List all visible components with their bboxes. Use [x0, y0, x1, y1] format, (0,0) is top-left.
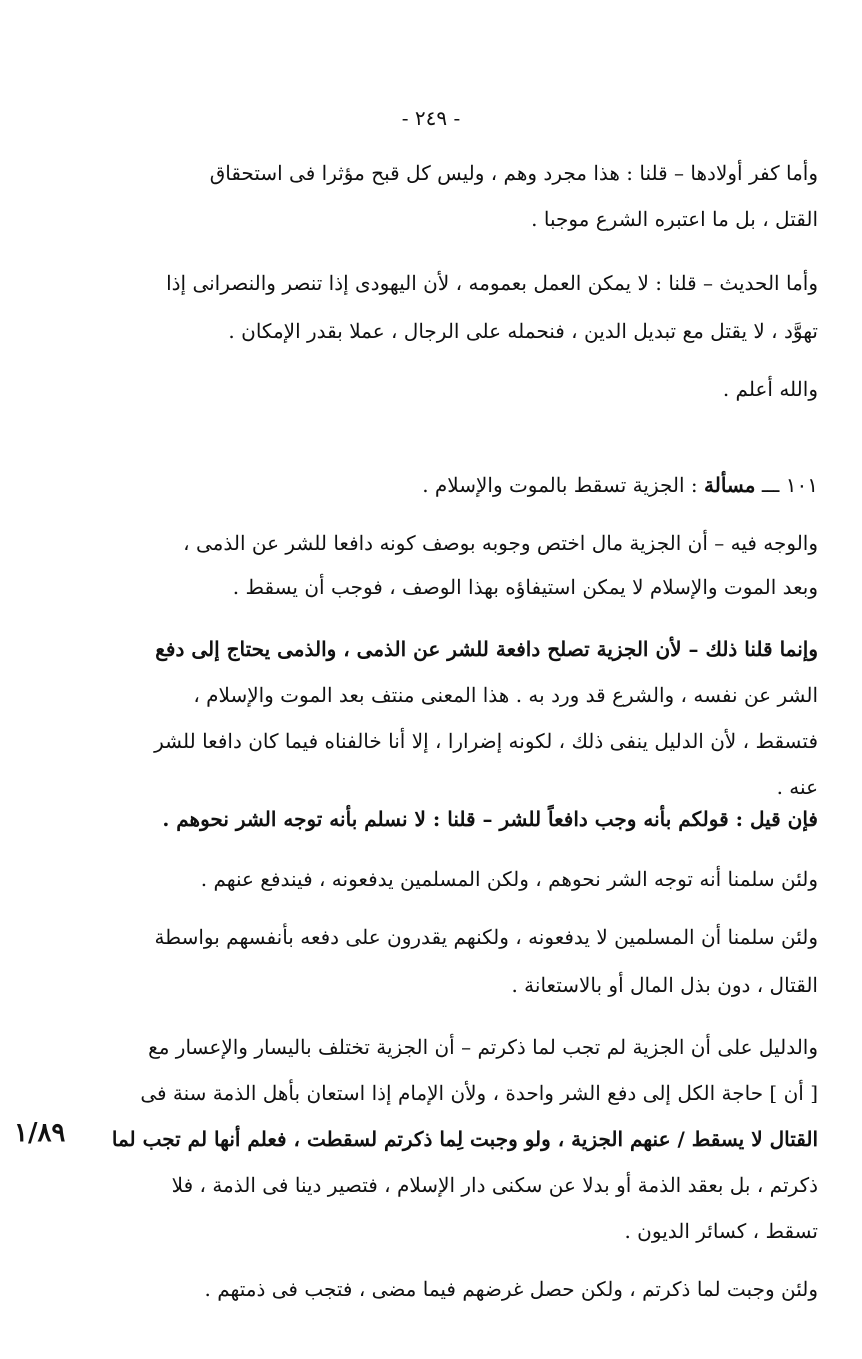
page-number: - ٢٤٩ -: [401, 106, 461, 130]
text-line: وبعد الموت والإسلام لا يمكن استيفاؤه بهذا الوصف ، فوجب أن يسقط .: [232, 575, 818, 599]
text-line: والله أعلم .: [722, 377, 818, 401]
text-line: ذكرتم ، بل بعقد الذمة أو بدلا عن سكنى دار الإسلام ، فتصير دينا فى الذمة ، فلا: [171, 1173, 818, 1197]
text-line: والدليل على أن الجزية لم تجب لما ذكرتم – أن الجزية تختلف باليسار والإعسار مع: [148, 1035, 818, 1059]
text-line: تسقط ، كسائر الديون .: [624, 1219, 818, 1243]
text-line: [ أن ] حاجة الكل إلى دفع الشر واحدة ، ولأن الإمام إذا استعان بأهل الذمة سنة فى: [140, 1081, 818, 1105]
section-number: ١٠١ ـــ: [761, 473, 818, 497]
text-line: القتل ، بل ما اعتبره الشرع موجبا .: [531, 207, 818, 231]
text-line: ولئن سلمنا أن المسلمين لا يدفعونه ، ولكنهم يقدرون على دفعه بأنفسهم بواسطة: [154, 925, 818, 949]
text-line: ولئن سلمنا أنه توجه الشر نحوهم ، ولكن المسلمين يدفعونه ، فيندفع عنهم .: [200, 867, 818, 891]
text-line: وأما الحديث – قلنا : لا يمكن العمل بعمومه ، لأن اليهودى إذا تنصر والنصرانى إذا: [166, 271, 818, 295]
text-line: تهوَّد ، لا يقتل مع تبديل الدين ، فنحمله على الرجال ، عملا بقدر الإمكان .: [228, 319, 818, 343]
text-line: ولئن وجبت لما ذكرتم ، ولكن حصل غرضهم فيما مضى ، فتجب فى ذمتهم .: [204, 1277, 818, 1301]
text-line: الشر عن نفسه ، والشرع قد ورد به . هذا المعنى منتف بعد الموت والإسلام ،: [193, 683, 818, 707]
section-statement: : الجزية تسقط بالموت والإسلام .: [422, 473, 698, 497]
section-heading: [96, 462, 818, 508]
text-line: والوجه فيه – أن الجزية مال اختص وجوبه بوصف كونه دافعا للشر عن الذمى ،: [183, 531, 818, 555]
text-line: وإنما قلنا ذلك – لأن الجزية تصلح دافعة للشر عن الذمى ، والذمى يحتاج إلى دفع: [155, 637, 818, 661]
text-line: القتال لا يسقط / عنهم الجزية ، ولو وجبت لِما ذكرتم لسقطت ، فعلم أنها لم تجب لما: [111, 1127, 818, 1151]
text-line: القتال ، دون بذل المال أو بالاستعانة .: [511, 973, 818, 997]
margin-reference: ١/٨٩: [14, 1118, 66, 1148]
text-line: وأما كفر أولادها – قلنا : هذا مجرد وهم ، وليس كل قبح مؤثرا فى استحقاق: [209, 161, 818, 185]
section-title: مسألة: [704, 473, 756, 497]
text-line: فإن قيل : قولكم بأنه وجب دافعاً للشر – قلنا : لا نسلم بأنه توجه الشر نحوهم .: [162, 807, 818, 831]
text-line: فتسقط ، لأن الدليل ينفى ذلك ، لكونه إضرارا ، إلا أنا خالفناه فيما كان دافعا للشر: [154, 729, 818, 753]
text-line: عنه .: [776, 775, 818, 799]
